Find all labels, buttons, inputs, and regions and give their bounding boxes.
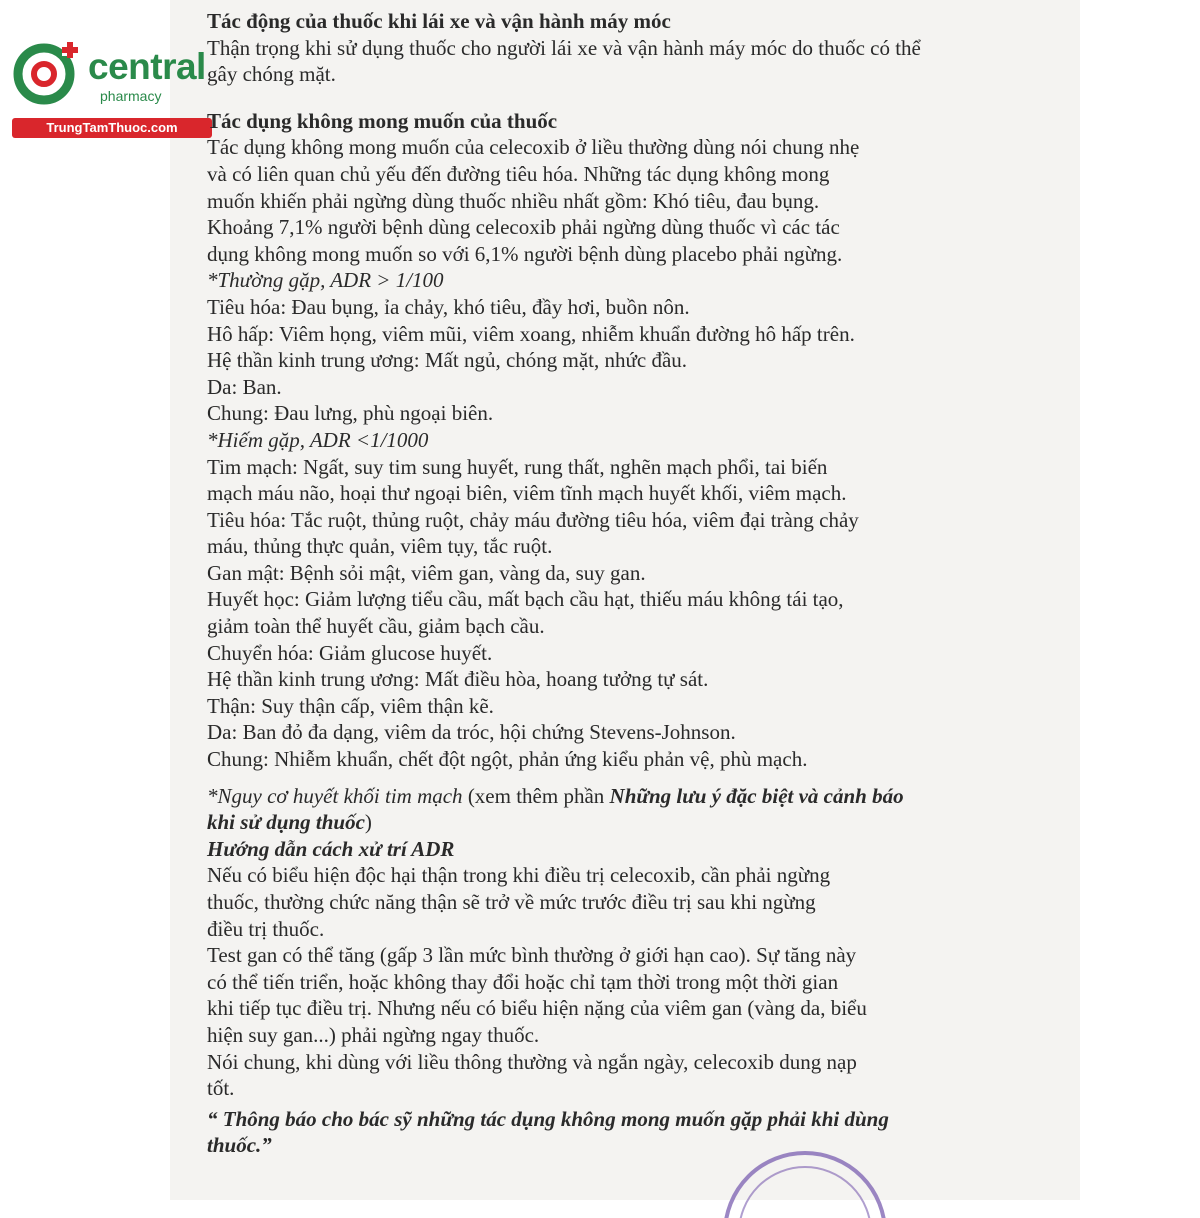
intro-line: muốn khiến phải ngừng dùng thuốc nhiều nhất gồm: Khó tiêu, đau bụng. — [207, 188, 820, 213]
logo-name: central — [88, 46, 206, 87]
risk-note-reference-cont: khi sử dụng thuốc — [207, 810, 365, 835]
rare-item: Chuyển hóa: Giảm glucose huyết. — [207, 640, 493, 665]
document-content — [207, 8, 1037, 1159]
adr-line: điều trị thuốc. — [207, 916, 325, 941]
logo-url[interactable]: TrungTamThuoc.com — [12, 118, 212, 138]
adr-line: có thể tiến triển, hoặc không thay đổi hoặc chỉ tạm thời trong một thời gian — [207, 969, 839, 994]
central-pharmacy-logo[interactable] — [8, 36, 223, 140]
rare-item: Thận: Suy thận cấp, viêm thận kẽ. — [207, 693, 494, 718]
intro-line: và có liên quan chủ yếu đến đường tiêu hóa. Những tác dụng không mong — [207, 161, 830, 186]
adr-line: tốt. — [207, 1076, 235, 1101]
section-heading-side-effects: Tác dụng không mong muốn của thuốc — [207, 108, 558, 133]
common-item: Da: Ban. — [207, 374, 282, 399]
rare-item: Tim mạch: Ngất, suy tim sung huyết, rung thất, nghẽn mạch phổi, tai biến — [207, 454, 828, 479]
common-title: *Thường gặp, ADR > 1/100 — [207, 268, 444, 293]
risk-note-reference: Những lưu ý đặc biệt và cảnh báo — [609, 783, 904, 808]
common-item: Tiêu hóa: Đau bụng, ỉa chảy, khó tiêu, đầy hơi, buồn nôn. — [207, 294, 690, 319]
common-item: Chung: Đau lưng, phù ngoại biên. — [207, 401, 494, 426]
risk-note-middle: (xem thêm phần — [462, 783, 610, 808]
common-item: Hệ thần kinh trung ương: Mất ngủ, chóng mặt, nhức đầu. — [207, 348, 688, 373]
driving-line: Thận trọng khi sử dụng thuốc cho người lái xe và vận hành máy móc do thuốc có thể — [207, 35, 921, 60]
intro-line: Khoảng 7,1% người bệnh dùng celecoxib phải ngừng dùng thuốc vì các tác — [207, 215, 840, 240]
rare-item: giảm toàn thể huyết cầu, giảm bạch cầu. — [207, 614, 545, 639]
company-stamp-icon — [705, 1128, 905, 1218]
rare-item: Hệ thần kinh trung ương: Mất điều hòa, hoang tưởng tự sát. — [207, 667, 709, 692]
adr-line: Nếu có biểu hiện độc hại thận trong khi điều trị celecoxib, cần phải ngừng — [207, 863, 831, 888]
rare-item: máu, thủng thực quản, viêm tụy, tắc ruột. — [207, 534, 553, 559]
adr-line: Nói chung, khi dùng với liều thông thường và ngắn ngày, celecoxib dung nạp — [207, 1049, 857, 1074]
doctor-notice: “ Thông báo cho bác sỹ những tác dụng không mong muốn gặp phải khi dùng — [207, 1106, 889, 1131]
risk-note — [207, 783, 1037, 810]
adr-line: hiện suy gan...) phải ngừng ngay thuốc. — [207, 1022, 540, 1047]
driving-line: gây chóng mặt. — [207, 62, 336, 87]
common-item: Hô hấp: Viêm họng, viêm mũi, viêm xoang, nhiễm khuẩn đường hô hấp trên. — [207, 321, 855, 346]
central-pharmacy-logo-icon — [10, 36, 82, 108]
adr-line: khi tiếp tục điều trị. Nhưng nếu có biểu hiện nặng của viêm gan (vàng da, biểu — [207, 996, 867, 1021]
rare-title: *Hiếm gặp, ADR <1/1000 — [207, 427, 429, 452]
intro-line: Tác dụng không mong muốn của celecoxib ở liều thường dùng nói chung nhẹ — [207, 135, 860, 160]
rare-item: mạch máu não, hoại thư ngoại biên, viêm tĩnh mạch huyết khối, viêm mạch. — [207, 481, 847, 506]
risk-note-cont — [207, 809, 1037, 836]
rare-item: Tiêu hóa: Tắc ruột, thủng ruột, chảy máu đường tiêu hóa, viêm đại tràng chảy — [207, 507, 859, 532]
rare-item: Chung: Nhiễm khuẩn, chết đột ngột, phản ứng kiểu phản vệ, phù mạch. — [207, 747, 808, 772]
risk-note-suffix: ) — [364, 810, 372, 835]
section-heading-adr-handling: Hướng dẫn cách xử trí ADR — [207, 836, 455, 861]
rare-item: Huyết học: Giảm lượng tiểu cầu, mất bạch cầu hạt, thiếu máu không tái tạo, — [207, 587, 844, 612]
adr-line: Test gan có thể tăng (gấp 3 lần mức bình thường ở giới hạn cao). Sự tăng này — [207, 943, 857, 968]
section-heading-driving: Tác động của thuốc khi lái xe và vận hành máy móc — [207, 9, 671, 33]
logo-subtitle: pharmacy — [100, 88, 162, 104]
intro-line: dụng không mong muốn so với 6,1% người bệnh dùng placebo phải ngừng. — [207, 241, 843, 266]
adr-line: thuốc, thường chức năng thận sẽ trở về mức trước điều trị sau khi ngừng — [207, 890, 816, 914]
rare-item: Gan mật: Bệnh sỏi mật, viêm gan, vàng da, suy gan. — [207, 560, 646, 585]
risk-note-prefix: *Nguy cơ huyết khối tim mạch — [207, 783, 463, 808]
rare-item: Da: Ban đỏ đa dạng, viêm da tróc, hội chứng Stevens-Johnson. — [207, 720, 736, 745]
doctor-notice-cont: thuốc.” — [207, 1133, 272, 1158]
